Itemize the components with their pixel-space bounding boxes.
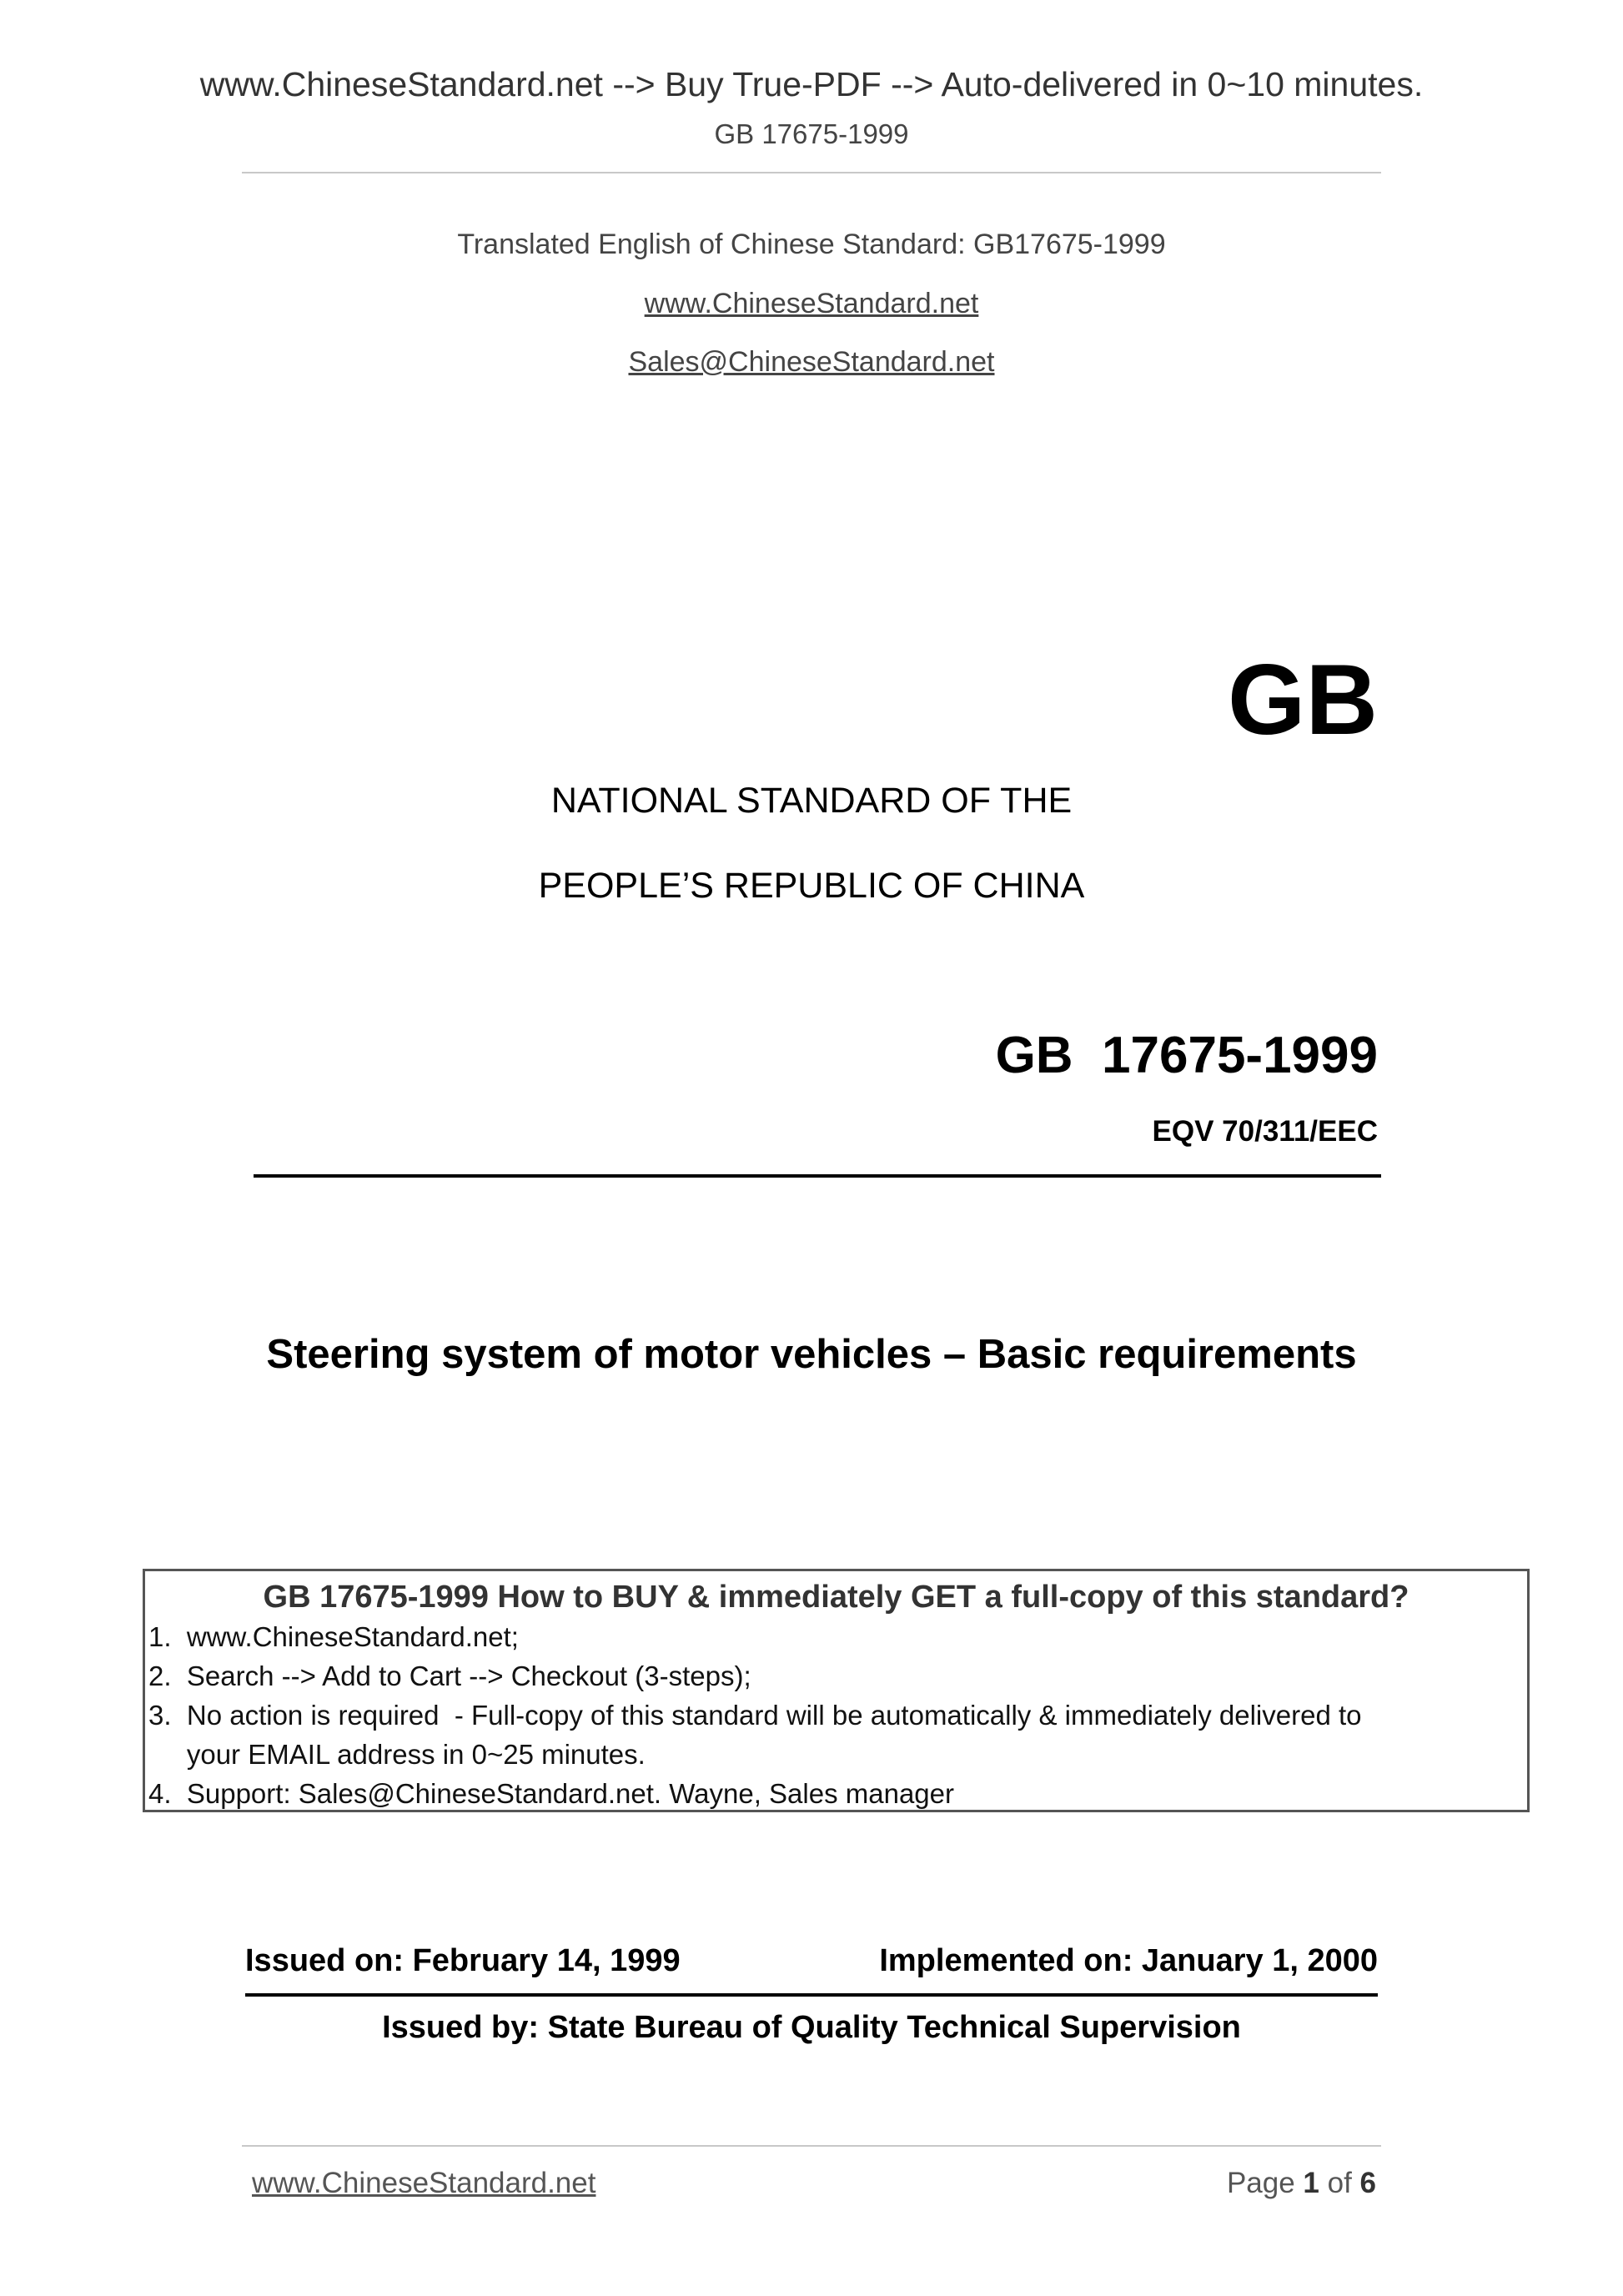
buy-step-2: 2. Search --> Add to Cart --> Checkout (3-steps); (148, 1660, 751, 1691)
buy-step-3-continued: your EMAIL address in 0~25 minutes. (148, 1739, 646, 1770)
header-doc-code: GB 17675-1999 (714, 118, 909, 149)
translation-email-text: Sales@ChineseStandard.net (628, 346, 995, 378)
buy-step-3: 3. No action is required - Full-copy of this standard will be automatically & immediately delivered to (148, 1700, 1362, 1731)
translation-website-link[interactable] (0, 288, 1623, 320)
translation-title: Translated English of Chinese Standard: GB17675-1999 (457, 229, 1166, 260)
equivalent-standard: EQV 70/311/EEC (1152, 1115, 1378, 1148)
footer-divider (242, 2145, 1381, 2147)
buy-box-heading: GB 17675-1999 How to BUY & immediately GET a full-copy of this standard? (263, 1580, 1409, 1615)
page-indicator (1227, 2167, 1376, 2200)
buy-instructions-box (143, 1569, 1530, 1812)
header-divider (242, 172, 1381, 173)
page-prefix: Page (1226, 2167, 1304, 2199)
buy-step-1: 1. www.ChineseStandard.net; (148, 1621, 519, 1652)
national-standard-line-2: PEOPLE’S REPUBLIC OF CHINA (538, 866, 1085, 906)
page-middle: of (1319, 2167, 1360, 2199)
page-total: 6 (1359, 2167, 1376, 2199)
translation-email-link[interactable] (0, 346, 1623, 379)
footer-website-link[interactable]: www.ChineseStandard.net (252, 2167, 596, 2199)
top-banner: www.ChineseStandard.net --> Buy True-PDF --> Auto-delivered in 0~10 minutes. (199, 65, 1424, 103)
title-divider (254, 1174, 1381, 1178)
national-standard-line-1: NATIONAL STANDARD OF THE (550, 781, 1073, 821)
buy-step-4: 4. Support: Sales@ChineseStandard.net. Wayne, Sales manager (148, 1778, 954, 1809)
document-title: Steering system of motor vehicles – Basic requirements (266, 1332, 1357, 1377)
issued-on-date: Issued on: February 14, 1999 (245, 1943, 681, 1978)
gb-mark: GB (1228, 644, 1378, 756)
implemented-on-date: Implemented on: January 1, 2000 (879, 1943, 1378, 1978)
translation-website-text: www.ChineseStandard.net (644, 288, 979, 319)
issue-divider (245, 1993, 1378, 1997)
page-current: 1 (1303, 2167, 1319, 2199)
issued-by: Issued by: State Bureau of Quality Technical Supervision (382, 2010, 1241, 2045)
standard-number: GB 17675-1999 (995, 1027, 1378, 1084)
